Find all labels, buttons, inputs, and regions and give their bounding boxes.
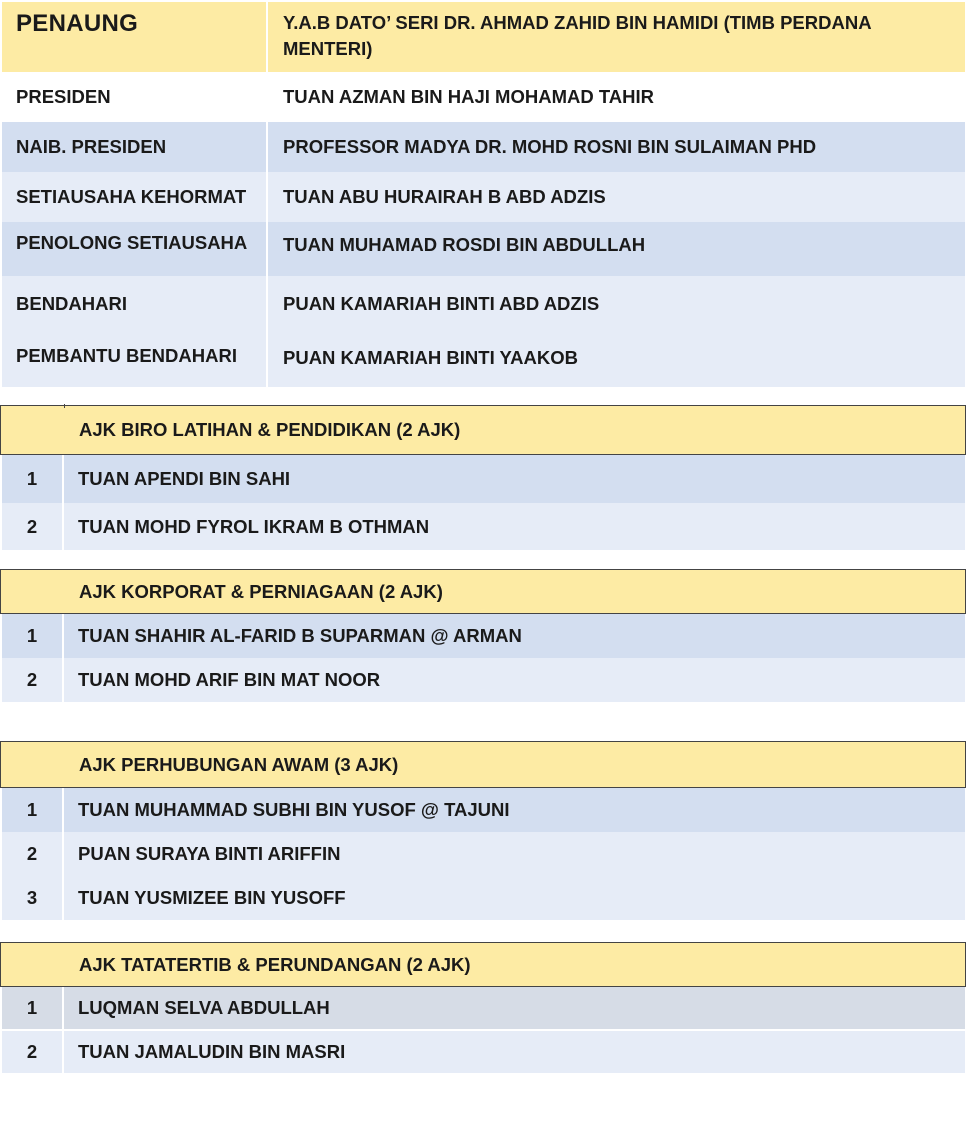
official-role: BENDAHARI: [2, 276, 268, 332]
member-number: 2: [2, 503, 64, 550]
official-role: PENOLONG SETIAUSAHA: [2, 222, 268, 276]
member-name: TUAN SHAHIR AL-FARID B SUPARMAN @ ARMAN: [78, 625, 522, 646]
official-role: PRESIDEN: [2, 72, 268, 122]
official-row-setiausaha: [2, 172, 965, 222]
committee-header: [0, 741, 966, 788]
official-name: Y.A.B DATO’ SERI DR. AHMAD ZAHID BIN HAMIDI (TIMB PERDANA MENTERI): [283, 12, 871, 59]
header-divider: [64, 404, 65, 408]
member-name: LUQMAN SELVA ABDULLAH: [78, 997, 330, 1018]
committee-title: AJK KORPORAT & PERNIAGAAN (2 AJK): [79, 580, 443, 602]
member-name: TUAN YUSMIZEE BIN YUSOFF: [78, 887, 346, 908]
member-number: 2: [2, 658, 64, 702]
member-row: [2, 876, 965, 920]
member-number: 2: [2, 1031, 64, 1073]
committee-title: AJK PERHUBUNGAN AWAM (3 AJK): [79, 753, 399, 775]
official-row-bendahari: [2, 276, 965, 332]
committee-header: [0, 569, 966, 614]
official-name: PUAN KAMARIAH BINTI ABD ADZIS: [283, 293, 600, 314]
member-number: 1: [2, 788, 64, 832]
member-number: 1: [2, 614, 64, 658]
member-row: [2, 788, 965, 832]
member-row: [2, 614, 965, 658]
official-name: TUAN AZMAN BIN HAJI MOHAMAD TAHIR: [283, 86, 654, 107]
official-role: PENAUNG: [2, 2, 268, 72]
official-role: SETIAUSAHA KEHORMAT: [2, 172, 268, 222]
member-row: [2, 658, 965, 702]
official-row-pembantu-bendahari: [2, 332, 965, 387]
official-row-penaung: [2, 2, 965, 72]
member-name: TUAN JAMALUDIN BIN MASRI: [78, 1041, 346, 1062]
official-role: PEMBANTU BENDAHARI: [2, 332, 268, 387]
member-number: 1: [2, 455, 64, 503]
official-name: TUAN ABU HURAIRAH B ABD ADZIS: [283, 186, 606, 207]
member-row: [2, 987, 965, 1029]
official-name: TUAN MUHAMAD ROSDI BIN ABDULLAH: [283, 234, 646, 255]
official-role: NAIB. PRESIDEN: [2, 122, 268, 172]
committee-header: [0, 405, 966, 455]
member-name: TUAN MUHAMMAD SUBHI BIN YUSOF @ TAJUNI: [78, 799, 510, 820]
member-name: TUAN MOHD FYROL IKRAM B OTHMAN: [78, 515, 430, 537]
member-row: [2, 503, 965, 550]
member-name: TUAN MOHD ARIF BIN MAT NOOR: [78, 669, 381, 690]
member-name: TUAN APENDI BIN SAHI: [78, 468, 291, 489]
official-name: PUAN KAMARIAH BINTI YAAKOB: [283, 347, 578, 368]
member-number: 1: [2, 987, 64, 1029]
committee-header: [0, 942, 966, 987]
member-row: [2, 1031, 965, 1073]
member-number: 2: [2, 832, 64, 876]
member-name: PUAN SURAYA BINTI ARIFFIN: [78, 843, 341, 864]
official-row-presiden: [2, 72, 965, 122]
member-row: [2, 455, 965, 503]
official-row-penolong-setiausaha: [2, 222, 965, 276]
committee-title: AJK TATATERTIB & PERUNDANGAN (2 AJK): [79, 953, 471, 975]
member-row: [2, 832, 965, 876]
member-number: 3: [2, 876, 64, 920]
official-row-naib-presiden: [2, 122, 965, 172]
committee-title: AJK BIRO LATIHAN & PENDIDIKAN (2 AJK): [79, 419, 461, 440]
official-name: PROFESSOR MADYA DR. MOHD ROSNI BIN SULAIMAN PHD: [283, 136, 817, 157]
